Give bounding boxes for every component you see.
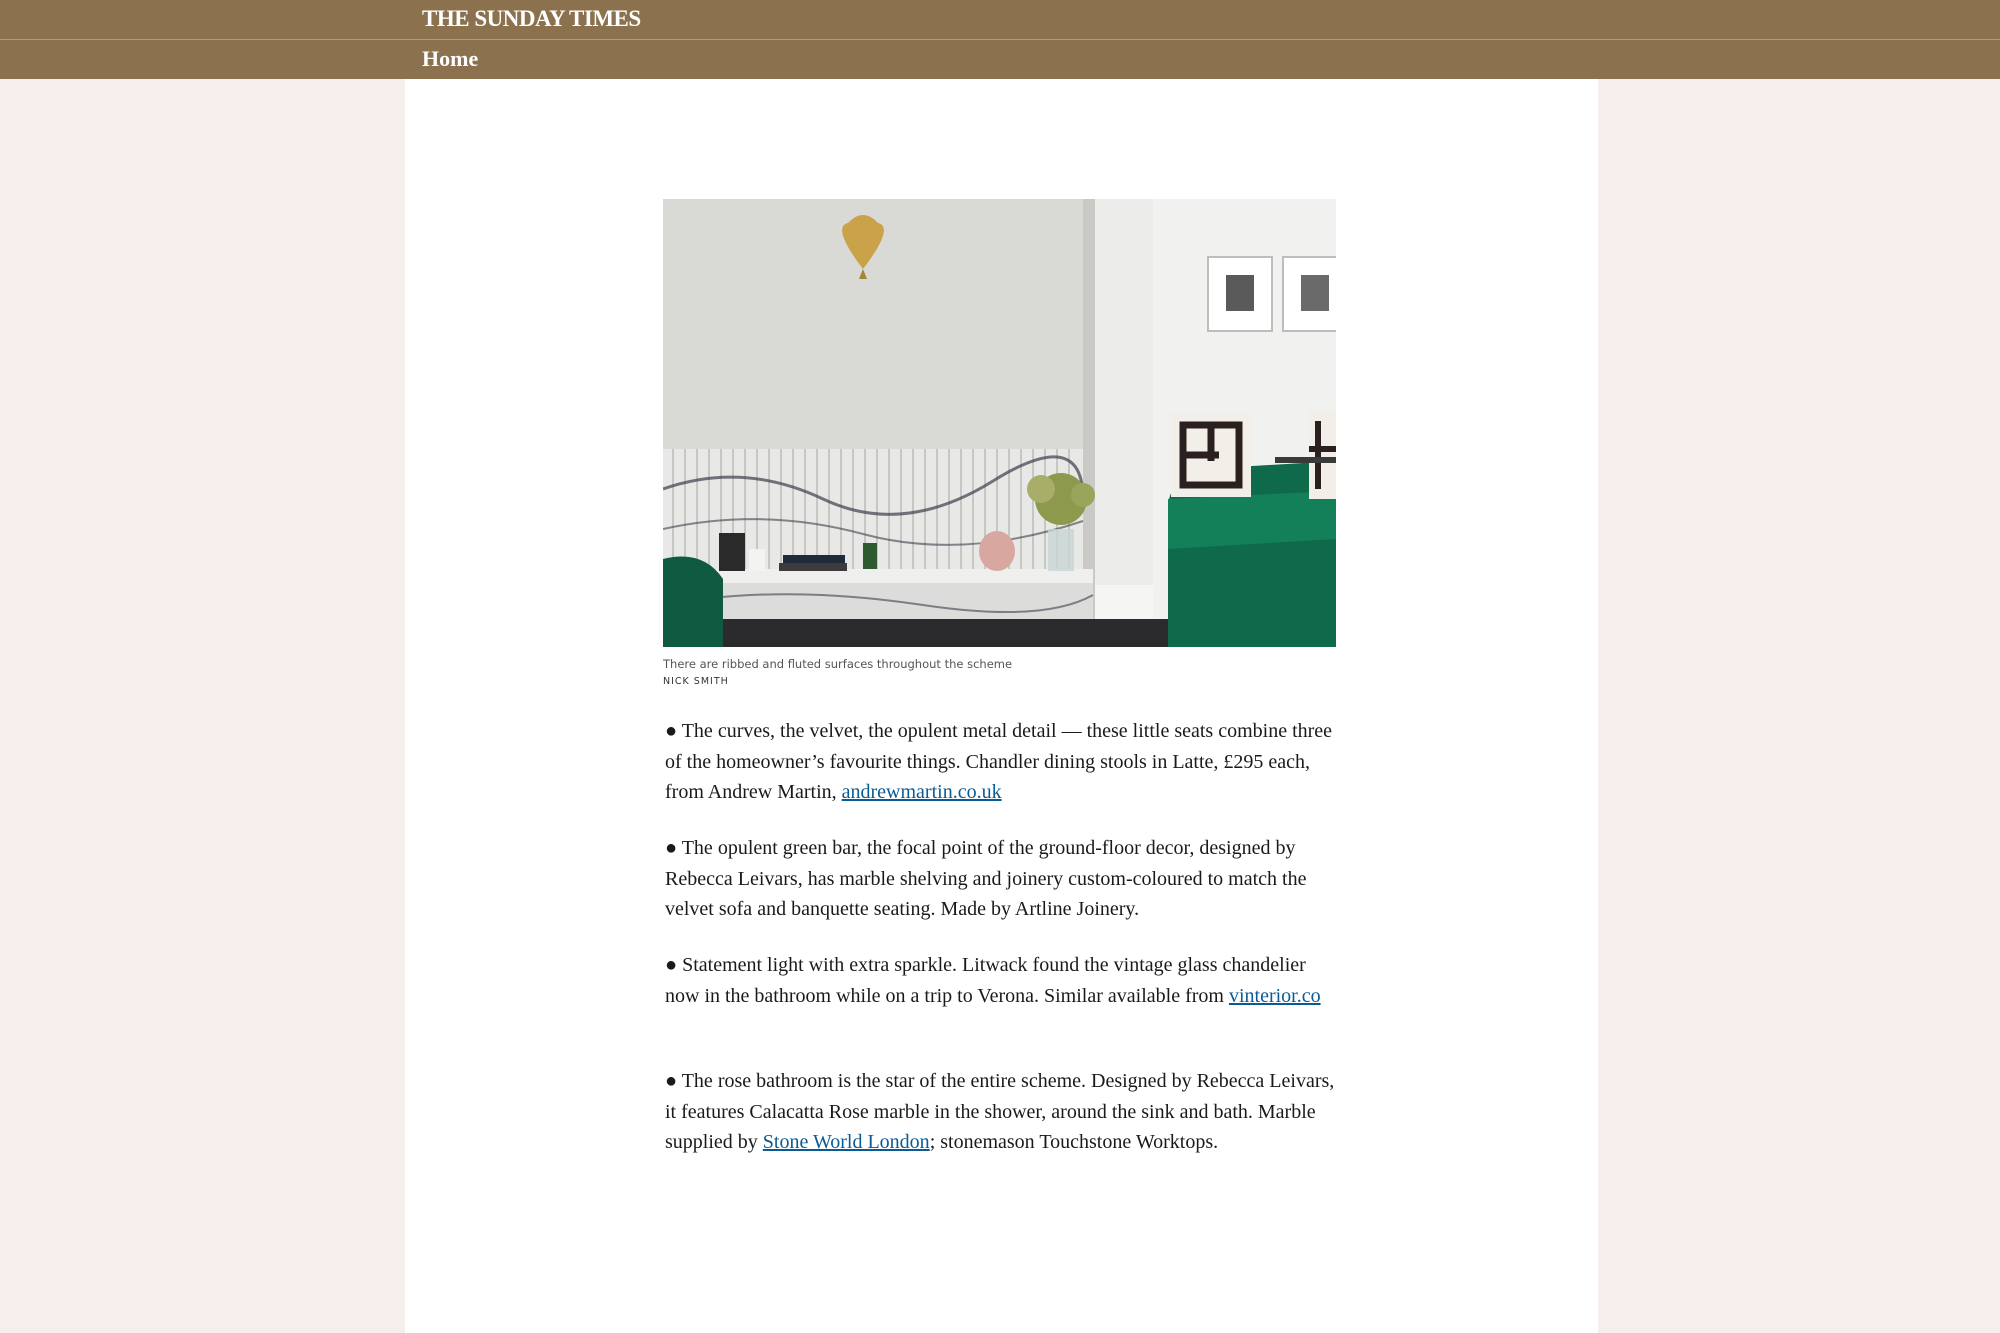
article-paragraph-4 — [665, 1066, 1345, 1158]
paragraph-4-text-after: ; stonemason Touchstone Worktops. — [929, 1131, 1219, 1153]
article-photo — [663, 199, 1336, 647]
brand-logo[interactable]: THE SUNDAY TIMES — [422, 6, 641, 31]
paragraph-4-text: ● The rose bathroom is the star of the entire scheme. Designed by Rebecca Leivars, it features Calacatta Rose marble in the shower, around the sink and bath. Marble supplied by — [665, 1070, 1335, 1153]
link-andrewmartin[interactable]: andrewmartin.co.uk — [841, 781, 1002, 803]
photo-credit: NICK SMITH — [663, 676, 729, 687]
link-stone-world-london[interactable]: Stone World London — [762, 1131, 930, 1153]
paragraph-3-text: ● Statement light with extra sparkle. Litwack found the vintage glass chandelier now in the bathroom while on a trip to Verona. Similar available from — [665, 954, 1306, 1007]
masthead-divider — [0, 39, 2000, 40]
nav-home-link[interactable]: Home — [422, 46, 479, 71]
photo-caption: There are ribbed and fluted surfaces throughout the scheme — [663, 657, 1013, 671]
link-vinterior[interactable]: vinterior.co — [1228, 984, 1321, 1007]
article-paragraph-2: ● The opulent green bar, the focal point of the ground-floor decor, designed by Rebecca Leivars, has marble shelving and joinery custom-coloured to match the velvet sofa and banquette seating. Made by Artline Joinery. — [665, 837, 1307, 920]
paragraph-1-text: ● The curves, the velvet, the opulent metal detail — these little seats combine three of the homeowner’s favourite things. Chandler dining stools in Latte, £295 each, from Andrew Martin, — [665, 720, 1333, 803]
article-paragraph-3 — [665, 950, 1345, 1011]
masthead — [0, 0, 2000, 79]
article-paragraph-1 — [665, 716, 1345, 808]
